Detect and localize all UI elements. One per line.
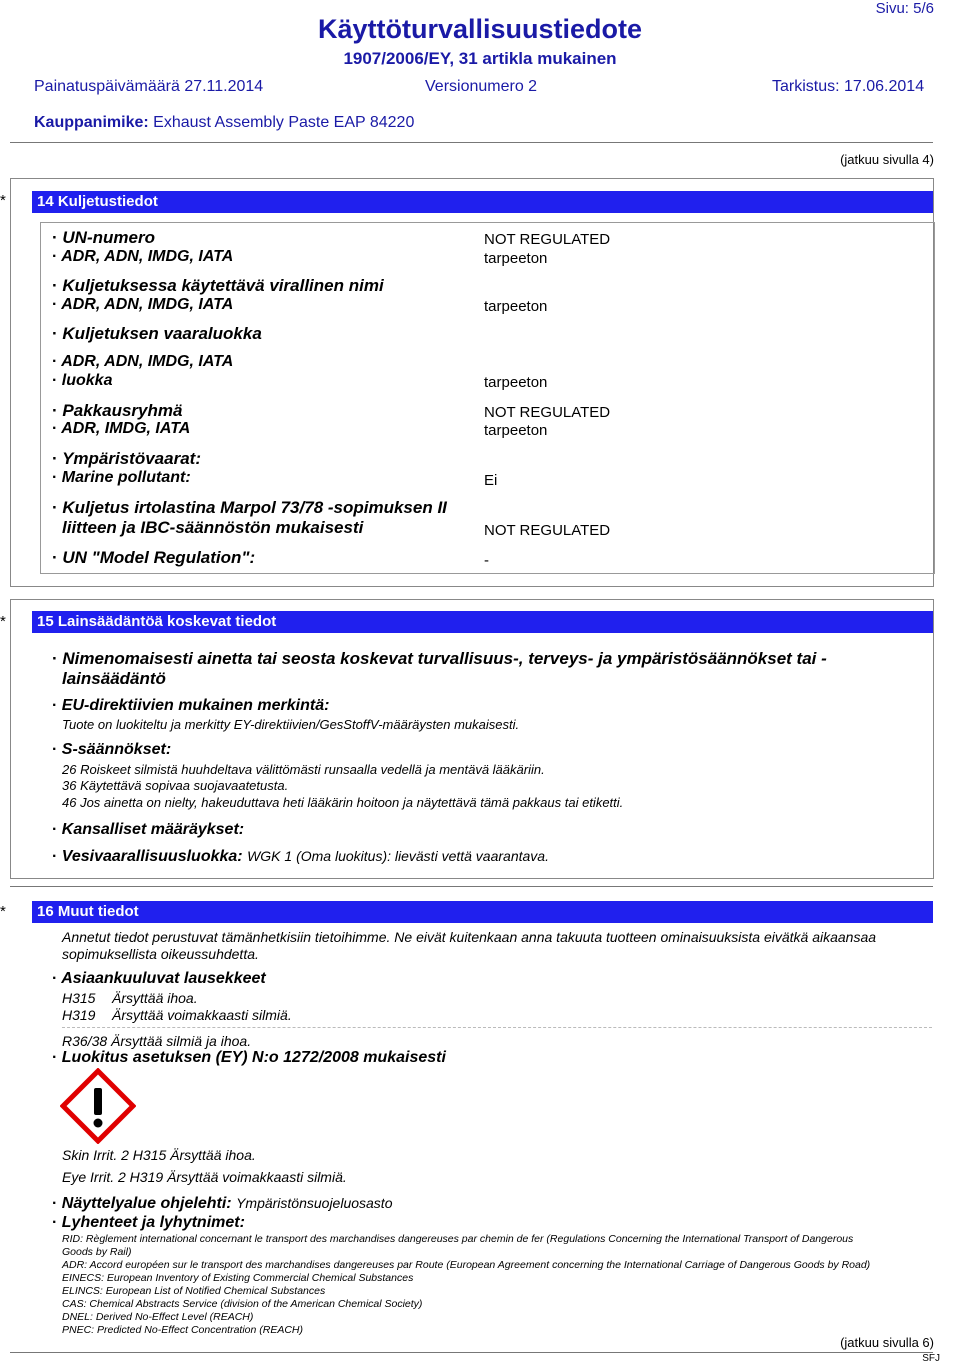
- water-hazard-label: Vesivaarallisuusluokka:: [61, 848, 243, 865]
- section-14-title: 14 Kuljetustiedot: [32, 191, 933, 213]
- s-phrase-item: 26 Roiskeet silmistä huuhdeltava välittömästi runsaalla vedellä ja mentävä lääkäriin.: [62, 762, 545, 777]
- marine-pollutant-label: · Marine pollutant:: [52, 469, 191, 486]
- shipping-name-label: · Kuljetuksessa käytettävä virallinen nimi: [52, 276, 384, 295]
- abbreviation-item: DNEL: Derived No-Effect Level (REACH): [62, 1311, 254, 1323]
- r-phrase: R36/38 Ärsyttää silmiä ja ihoa.: [62, 1033, 252, 1049]
- model-regulation-value: -: [484, 552, 489, 569]
- abbreviations-label: · Lyhenteet ja lyhytnimet:: [52, 1214, 245, 1231]
- specific-regulations-label-2: lainsäädäntö: [62, 669, 166, 688]
- issuer-label: Näyttelyalue ohjelehti:: [61, 1195, 232, 1212]
- classification-item: Eye Irrit. 2 H319 Ärsyttää voimakkaasti silmiä.: [62, 1169, 347, 1185]
- packing-group-value: NOT REGULATED: [484, 404, 611, 421]
- document-subtitle: 1907/2006/EY, 31 artikla mukainen: [343, 49, 617, 68]
- model-regulation-label: · UN "Model Regulation":: [52, 548, 256, 567]
- modes-label-1: · ADR, ADN, IMDG, IATA: [52, 248, 234, 265]
- class-label: · luokka: [52, 372, 113, 389]
- header-divider: [10, 142, 933, 143]
- national-regulations-label: · Kansalliset määräykset:: [52, 821, 245, 838]
- document-title: Käyttöturvallisuustiedote: [317, 14, 643, 44]
- hazard-class-label: · Kuljetuksen vaaraluokka: [52, 324, 262, 343]
- water-hazard-row: · Vesivaarallisuusluokka: WGK 1 (Oma luokitus): lievästi vettä vaarantava.: [52, 848, 549, 865]
- class-value: tarpeeton: [484, 374, 548, 391]
- issuer-row: · Näyttelyalue ohjelehti: Ympäristönsuojeluosasto: [52, 1195, 393, 1212]
- revision-date: Tarkistus: 17.06.2014: [772, 78, 925, 95]
- modes-label-4: · ADR, IMDG, IATA: [52, 420, 191, 437]
- section-16-top-rule: [10, 886, 933, 887]
- issuer-value: Ympäristönsuojeluosasto: [236, 1195, 393, 1211]
- print-date: Painatuspäivämäärä 27.11.2014: [34, 78, 264, 95]
- specific-regulations-label-1: · Nimenomaisesti ainetta tai seosta koskevat turvallisuus-, terveys- ja ympäristösäännökset tai -: [52, 649, 827, 668]
- un-number-value: NOT REGULATED: [484, 231, 611, 248]
- bulk-transport-label-2: liitteen ja IBC-säännöstön mukaisesti: [62, 518, 364, 537]
- footer-code: SFJ: [922, 1353, 940, 1364]
- modes-value-4: tarpeeton: [484, 422, 548, 439]
- modes-label-2: · ADR, ADN, IMDG, IATA: [52, 296, 234, 313]
- abbreviation-item: PNEC: Predicted No-Effect Concentration (REACH): [62, 1324, 304, 1336]
- modes-value-2: tarpeeton: [484, 298, 548, 315]
- page-number: Sivu: 5/6: [875, 0, 934, 17]
- s-phrase-item: 46 Jos ainetta on nielty, hakeuduttava heti lääkärin hoitoon ja näytettävä tämä pakkaus tai etiketti.: [62, 795, 624, 810]
- abbreviation-item: ADR: Accord européen sur le transport des marchandises dangereuses par Route (European Agreement concerning the International Carriage of Dangerous Goods by Road): [62, 1259, 871, 1271]
- version-number: Versionumero 2: [425, 78, 538, 95]
- dashed-divider: [62, 1027, 932, 1028]
- trade-name-label: Kauppanimike:: [34, 114, 149, 131]
- trade-name-row: [34, 114, 414, 132]
- revision-star: *: [0, 903, 6, 920]
- bulk-transport-label-1: · Kuljetus irtolastina Marpol 73/78 -sopimuksen II: [52, 498, 447, 517]
- exclamation-mark-ghs07-icon: [60, 1068, 136, 1144]
- h-phrase-code: H315: [62, 990, 96, 1006]
- h-phrase-code: H319: [62, 1007, 96, 1023]
- s-phrases-label: · S-säännökset:: [52, 741, 172, 758]
- packing-group-label: · Pakkausryhmä: [52, 401, 183, 420]
- eu-labelling-label: · EU-direktiivien mukainen merkintä:: [52, 697, 330, 714]
- footer-rule: [10, 1352, 933, 1353]
- eu-labelling-text: Tuote on luokiteltu ja merkitty EY-direktiivien/GesStoffV-määräysten mukaisesti.: [62, 717, 520, 732]
- marine-pollutant-value: Ei: [484, 472, 498, 489]
- classification-item: Skin Irrit. 2 H315 Ärsyttää ihoa.: [62, 1147, 256, 1163]
- abbreviation-item: Goods by Rail): [62, 1246, 132, 1258]
- revision-star: *: [0, 192, 6, 209]
- modes-label-3: · ADR, ADN, IMDG, IATA: [52, 353, 234, 370]
- abbreviation-item: CAS: Chemical Abstracts Service (division of the American Chemical Society): [62, 1298, 423, 1310]
- section-16-title: 16 Muut tiedot: [32, 901, 933, 923]
- disclaimer-line-1: Annetut tiedot perustuvat tämänhetkisiin tietoihimme. Ne eivät kuitenkaan anna takuuta tuotteen ominaisuuksista eivätkä aikaansaa: [62, 929, 877, 945]
- trade-name: Exhaust Assembly Paste EAP 84220: [153, 114, 415, 131]
- s-phrase-item: 36 Käytettävä sopivaa suojavaatetusta.: [62, 778, 289, 793]
- section-15-title: 15 Lainsäädäntöä koskevat tiedot: [32, 611, 933, 633]
- abbreviation-item: ELINCS: European List of Notified Chemical Substances: [62, 1285, 326, 1297]
- h-phrase-text: Ärsyttää voimakkaasti silmiä.: [112, 1007, 292, 1023]
- abbreviation-item: RID: Règlement international concernant le transport des marchandises dangereuses par chemin de fer (Regulations Concerning the International Transport of Dangerous: [62, 1233, 854, 1245]
- bulk-transport-value: NOT REGULATED: [484, 522, 611, 539]
- environmental-hazards-label: · Ympäristövaarat:: [52, 449, 201, 468]
- modes-value-1: tarpeeton: [484, 250, 548, 267]
- clp-classification-label: · Luokitus asetuksen (EY) N:o 1272/2008 mukaisesti: [52, 1049, 446, 1066]
- water-hazard-value: WGK 1 (Oma luokitus): lievästi vettä vaarantava.: [247, 848, 549, 864]
- revision-star: *: [0, 613, 6, 630]
- continued-on: (jatkuu sivulla 6): [840, 1335, 934, 1350]
- h-phrase-text: Ärsyttää ihoa.: [112, 990, 198, 1006]
- un-number-label: · UN-numero: [52, 228, 155, 247]
- disclaimer-line-2: sopimuksellista oikeussuhdetta.: [62, 946, 259, 962]
- continued-from: (jatkuu sivulla 4): [840, 152, 934, 167]
- relevant-phrases-label: · Asiaankuuluvat lausekkeet: [52, 970, 266, 987]
- abbreviation-item: EINECS: European Inventory of Existing Commercial Chemical Substances: [62, 1272, 414, 1284]
